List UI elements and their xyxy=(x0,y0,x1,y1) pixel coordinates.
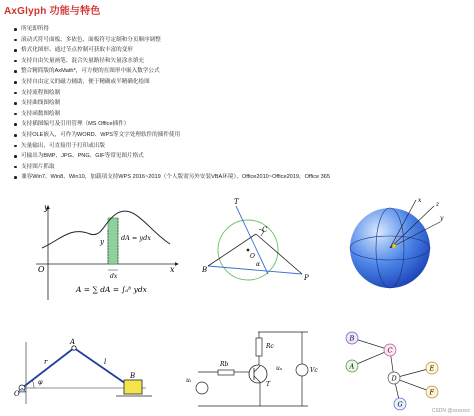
origin-label: O xyxy=(38,265,45,274)
label-p: P xyxy=(304,274,309,282)
label-t: T xyxy=(266,381,271,388)
label-rb: Rb xyxy=(220,361,229,368)
label-b: B xyxy=(130,372,136,380)
x-axis-label: x xyxy=(170,265,175,274)
axis-label-y: y xyxy=(440,215,444,222)
base-line xyxy=(208,266,302,274)
resistor-rc xyxy=(256,338,262,356)
y-mark-label: y xyxy=(100,238,104,246)
integral-formula: A = ∑ dA = ∫ₐᵇ ydx xyxy=(76,285,147,294)
axis-label-z: z xyxy=(436,201,440,208)
source-ui xyxy=(196,382,208,394)
list-item: 所见即所得 xyxy=(14,24,330,35)
strip-area xyxy=(108,218,118,264)
node-label: E xyxy=(429,364,435,373)
connecting-rod xyxy=(74,348,132,388)
list-item: 支持流程图绘制 xyxy=(14,88,330,99)
axis-label-x: x xyxy=(418,197,422,204)
circle-figure xyxy=(198,196,314,288)
list-item: 矢量输出，可直接用于打印或出版 xyxy=(14,141,330,152)
dA-label: dA = ydx xyxy=(121,234,151,242)
label-phi: φ xyxy=(38,378,43,386)
mechanism-figure xyxy=(4,334,164,410)
pivot-a xyxy=(72,346,76,350)
center-dot xyxy=(247,249,250,252)
node-label: F xyxy=(429,388,435,397)
list-item: 格式化图形、通过节点控制可获取丰富的变形 xyxy=(14,45,330,56)
label-ui: uᵢ xyxy=(186,377,192,384)
label-alpha: α xyxy=(256,261,261,268)
label-o: O xyxy=(250,253,255,260)
label-rc: Rc xyxy=(266,343,274,350)
list-item: 支持自由矢量画笔、混合矢量路径和矢量涂水填充 xyxy=(14,56,330,67)
integral-figure xyxy=(32,200,182,304)
tree-figure xyxy=(340,326,450,412)
label-l: l xyxy=(104,358,107,366)
label-t: T xyxy=(234,198,239,206)
page-title: AxGlyph 功能与特色 xyxy=(4,6,101,17)
label-a: A xyxy=(70,338,76,346)
resistor-rb xyxy=(218,370,234,375)
node-label: D xyxy=(391,374,397,383)
y-axis-label: y xyxy=(44,203,49,212)
node-label: C xyxy=(387,346,393,355)
list-item: 整合精简版的AxMath*，可方便的在图形中嵌入数学公式 xyxy=(14,66,330,77)
slider-block xyxy=(124,380,142,394)
source-vc xyxy=(296,364,308,376)
crank-link xyxy=(22,348,74,388)
label-uo: uₒ xyxy=(276,365,283,372)
dx-label: dx xyxy=(110,273,118,280)
sphere-figure xyxy=(338,196,448,292)
node-label: B xyxy=(349,334,355,343)
label-vc: Vc xyxy=(310,367,318,374)
curve-path xyxy=(42,211,170,248)
list-item: 支持曲线图绘制 xyxy=(14,98,330,109)
list-item: 支持图片抓取 xyxy=(14,162,330,173)
list-item: 滚动式符号面板、多依色、面板符号定制和分页顺序调整 xyxy=(14,35,330,46)
label-c: C xyxy=(262,226,268,234)
node-label: A xyxy=(349,362,355,371)
list-item: 可输出为BMP、JPG、PNG、GIF等常见图片格式 xyxy=(14,151,330,162)
list-item: 支持函数图绘制 xyxy=(14,109,330,120)
node-label: G xyxy=(397,400,403,409)
circuit-figure xyxy=(184,326,324,412)
list-item: 支持OLE嵌入，可作为WORD、WPS等文字处理软件的插件使用 xyxy=(14,130,330,141)
point-dot xyxy=(392,244,396,248)
label-o: O xyxy=(14,390,20,398)
watermark: CSDN @xxxxxxx xyxy=(431,408,470,414)
list-item: 兼容Win7、Win8、Win10，加载项支持WPS 2016~2019（个人版需另外安装VBA环境），Office2010~Office2019，Office 365 xyxy=(14,172,330,183)
line-cp xyxy=(256,234,302,274)
feature-list xyxy=(14,24,330,183)
list-item: 支持自由定义的磁力辅助，便于精确或半精确化绘图 xyxy=(14,77,330,88)
label-b: B xyxy=(202,266,208,274)
label-r: r xyxy=(44,358,48,366)
list-item: 支持插图编号及引用管理（MS Office插件） xyxy=(14,119,330,130)
